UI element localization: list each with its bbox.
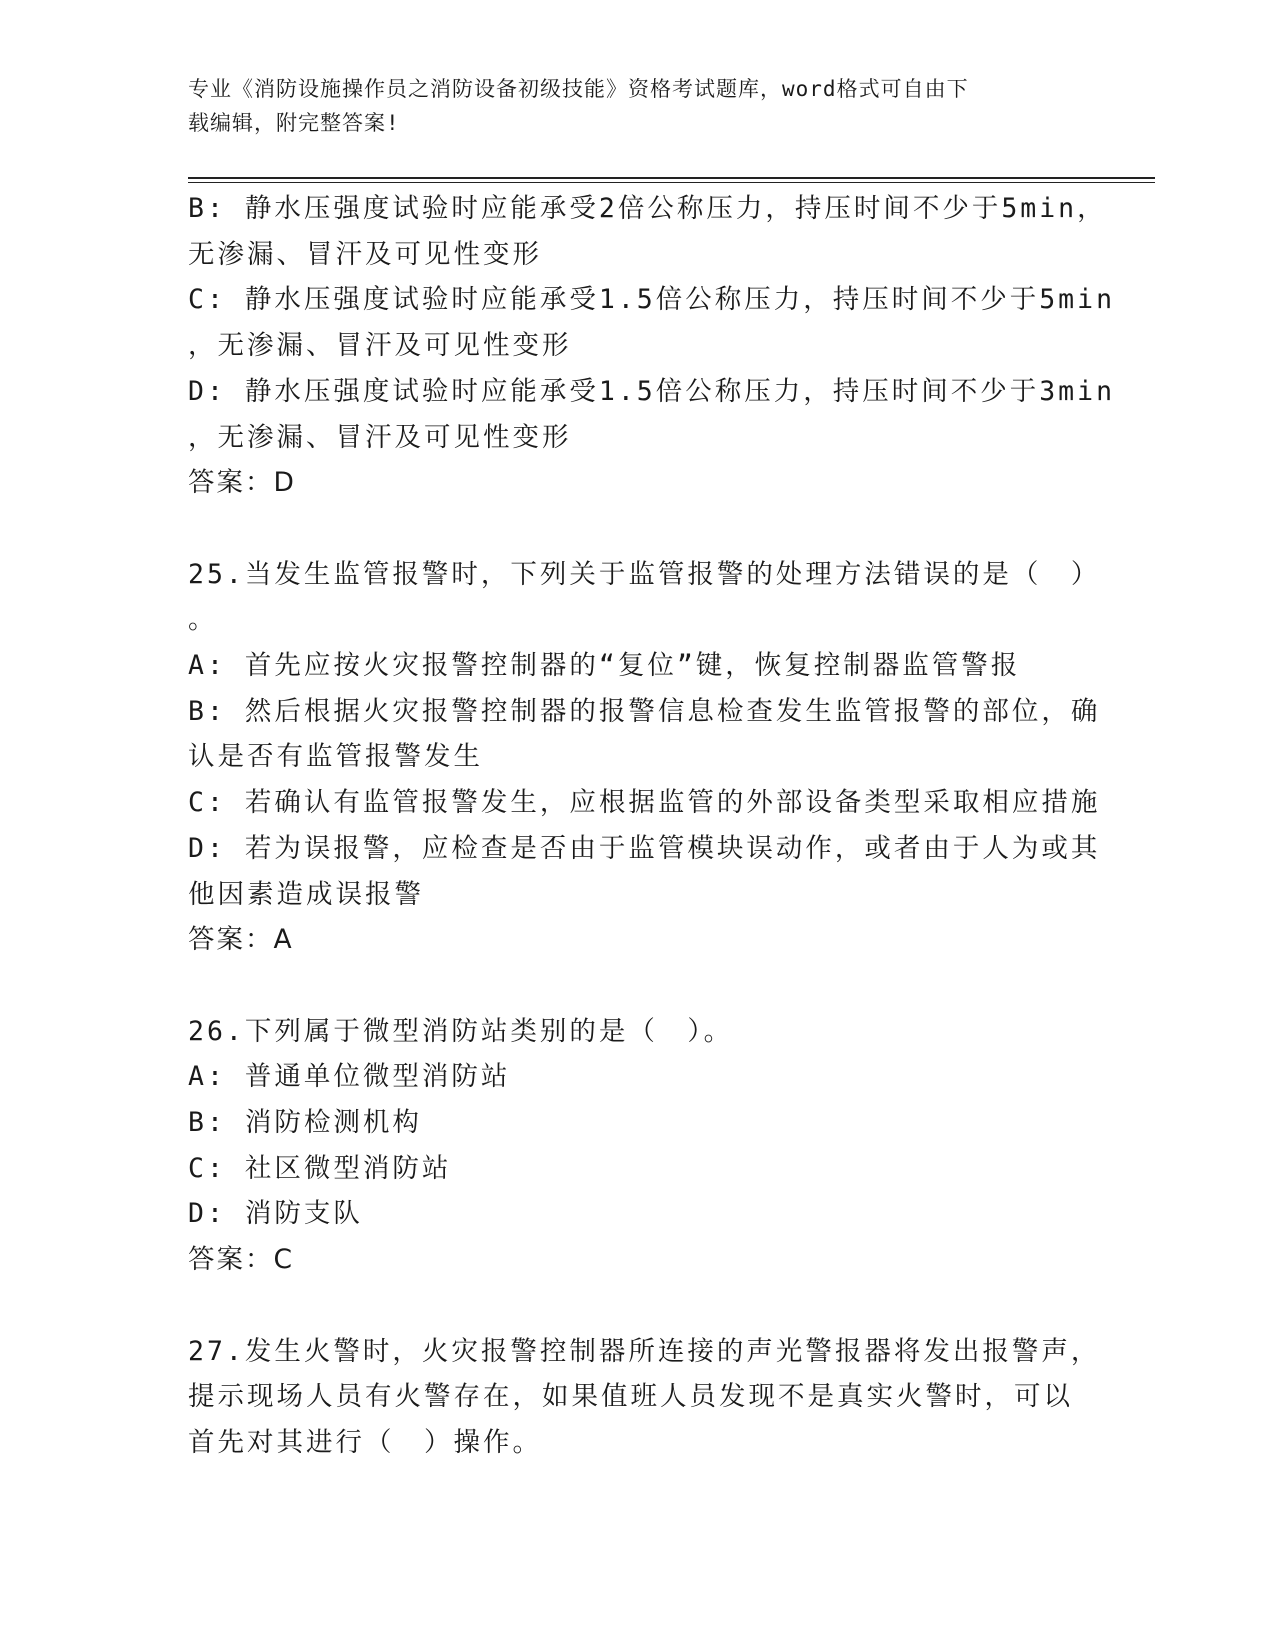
answer: 答案：A — [188, 924, 294, 956]
question-stem: 25.当发生监管报警时，下列关于监管报警的处理方法错误的是（ ） — [188, 558, 1101, 590]
question-stem: 26.下列属于微型消防站类别的是（ ）。 — [188, 1015, 734, 1047]
question-24 — [188, 186, 1116, 506]
option-b: B: 静水压强度试验时应能承受2倍公称压力，持压时间不少于5min， — [188, 193, 1107, 224]
option-c: C: 若确认有监管报警发生，应根据监管的外部设备类型采取相应措施 — [188, 787, 1101, 819]
question-25 — [188, 552, 1101, 963]
option-c: C: 静水压强度试验时应能承受1.5倍公称压力，持压时间不少于5min — [188, 284, 1116, 316]
question-stem: 27.发生火警时，火灾报警控制器所连接的声光警报器将发出报警声， — [188, 1335, 1101, 1367]
option-c: C: 社区微型消防站 — [188, 1152, 452, 1184]
option-b-continued: 无渗漏、冒汗及可见性变形 — [188, 238, 542, 270]
answer: 答案：D — [188, 467, 296, 499]
option-c-continued: ，无渗漏、冒汗及可见性变形 — [188, 330, 572, 362]
option-d-continued: ，无渗漏、冒汗及可见性变形 — [188, 421, 572, 453]
question-stem-continued: 提示现场人员有火警存在，如果值班人员发现不是真实火警时，可以 — [188, 1381, 1073, 1413]
option-a: A: 首先应按火灾报警控制器的“复位”键，恢复控制器监管警报 — [188, 650, 1021, 682]
option-b-continued: 认是否有监管报警发生 — [188, 741, 483, 773]
question-27 — [188, 1329, 1101, 1466]
header-line: 载编辑，附完整答案! — [188, 111, 400, 135]
option-d: D: 静水压强度试验时应能承受1.5倍公称压力，持压时间不少于3min — [188, 375, 1116, 407]
question-stem-continued: 首先对其进行（ ）操作。 — [188, 1426, 542, 1458]
question-stem-continued: 。 — [188, 604, 218, 636]
option-d: D: 消防支队 — [188, 1198, 363, 1230]
header-line: 专业《消防设施操作员之消防设备初级技能》资格考试题库，word格式可自由下 — [188, 77, 969, 101]
question-26 — [188, 1009, 1088, 1283]
option-d-continued: 他因素造成误报警 — [188, 878, 424, 910]
option-b: B: 然后根据火灾报警控制器的报警信息检查发生监管报警的部位，确 — [188, 695, 1101, 727]
option-a: A: 普通单位微型消防站 — [188, 1061, 511, 1093]
option-d: D: 若为误报警，应检查是否由于监管模块误动作，或者由于人为或其 — [188, 832, 1101, 864]
document-header — [188, 72, 1068, 140]
header-rule — [188, 177, 1155, 179]
answer: 答案：C — [188, 1244, 295, 1276]
header-rule — [188, 182, 1155, 183]
document-body — [188, 186, 1116, 1466]
option-b: B: 消防检测机构 — [188, 1107, 422, 1139]
